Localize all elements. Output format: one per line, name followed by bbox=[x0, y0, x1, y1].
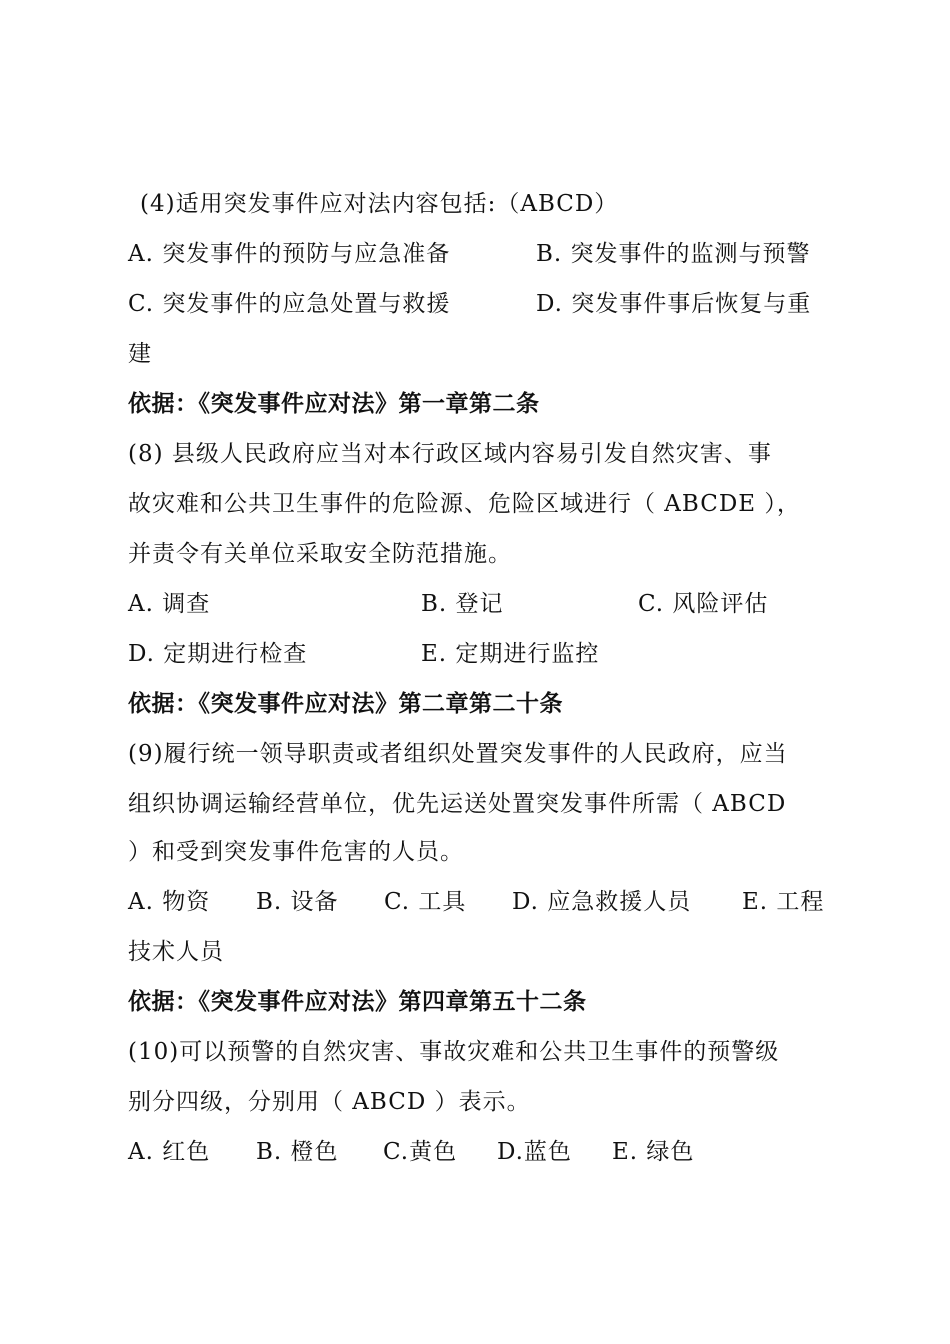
question-8-option-d: D. 定期进行检查 bbox=[128, 641, 308, 667]
question-8-option-c: C. 风险评估 bbox=[638, 591, 769, 617]
question-10-option-d: D.蓝色 bbox=[497, 1139, 572, 1165]
question-9-option-e: E. 工程 bbox=[742, 889, 825, 915]
question-10-option-a: A. 红色 bbox=[128, 1139, 211, 1165]
question-4-option-d: D. 突发事件事后恢复与重 bbox=[536, 291, 812, 317]
question-4-option-b: B. 突发事件的监测与预警 bbox=[536, 241, 811, 267]
question-9-option-b: B. 设备 bbox=[256, 889, 339, 915]
question-9-continuation: 技术人员 bbox=[128, 939, 224, 965]
question-8-basis: 依据：《突发事件应对法》第二章第二十条 bbox=[128, 691, 563, 717]
question-4-continuation: 建 bbox=[128, 341, 152, 367]
question-8-stem-line-1: (8) 县级人民政府应当对本行政区域内容易引发自然灾害、事 bbox=[128, 441, 772, 467]
question-9-stem-line-3: ）和受到突发事件危害的人员。 bbox=[128, 839, 464, 865]
question-9-stem-line-1: (9)履行统一领导职责或者组织处置突发事件的人民政府，应当 bbox=[128, 741, 788, 767]
question-4-basis: 依据：《突发事件应对法》第一章第二条 bbox=[128, 391, 540, 417]
question-8-option-a: A. 调查 bbox=[128, 591, 211, 617]
question-8-option-e: E. 定期进行监控 bbox=[421, 641, 600, 667]
question-9-option-c: C. 工具 bbox=[384, 889, 467, 915]
question-8-option-b: B. 登记 bbox=[421, 591, 504, 617]
question-10-option-e: E. 绿色 bbox=[612, 1139, 695, 1165]
question-10-option-b: B. 橙色 bbox=[256, 1139, 339, 1165]
question-10-stem-line-2: 别分四级，分别用（ ABCD ）表示。 bbox=[128, 1089, 531, 1115]
question-4-stem: (4)适用突发事件应对法内容包括:（ABCD） bbox=[140, 191, 619, 217]
question-10-stem-line-1: (10)可以预警的自然灾害、事故灾难和公共卫生事件的预警级 bbox=[128, 1039, 780, 1065]
question-4-option-c: C. 突发事件的应急处置与救援 bbox=[128, 291, 451, 317]
question-9-option-a: A. 物资 bbox=[128, 889, 211, 915]
question-9-basis: 依据：《突发事件应对法》第四章第五十二条 bbox=[128, 989, 587, 1015]
question-9-option-d: D. 应急救援人员 bbox=[512, 889, 692, 915]
question-8-stem-line-2: 故灾难和公共卫生事件的危险源、危险区域进行（ ABCDE ）， bbox=[128, 491, 801, 517]
question-8-stem-line-3: 并责令有关单位采取安全防范措施。 bbox=[128, 541, 512, 567]
question-10-option-c: C.黄色 bbox=[383, 1139, 458, 1165]
question-9-stem-line-2: 组织协调运输经营单位，优先运送处置突发事件所需（ ABCD bbox=[128, 791, 787, 817]
question-4-option-a: A. 突发事件的预防与应急准备 bbox=[128, 241, 451, 267]
